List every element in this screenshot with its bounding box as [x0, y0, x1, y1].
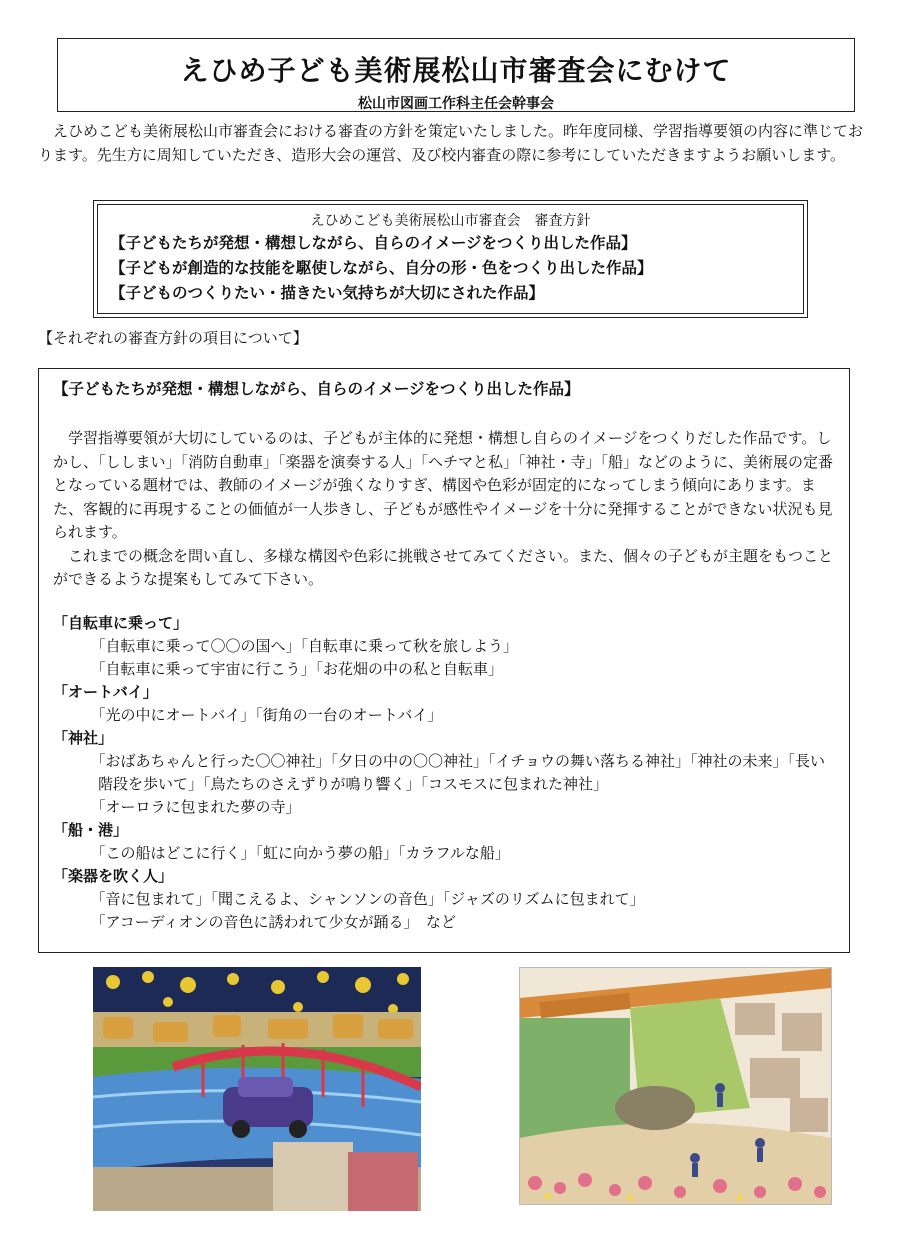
example-line: 「光の中にオートバイ」「街角の一台のオートバイ」 — [90, 705, 443, 724]
example-category-instrument: 「楽器を吹く人」 — [53, 866, 174, 885]
policy-inner — [97, 204, 804, 314]
examples-list — [53, 612, 835, 934]
example-line: 「自転車に乗って宇宙に行こう」「お花畑の中の私と自転車」 — [90, 659, 504, 678]
page-subtitle: 松山市図画工作科主任会幹事会 — [358, 96, 554, 112]
example-line: 「この船はどこに行く」「虹に向かう夢の船」「カラフルな船」 — [90, 843, 510, 862]
example-line: 「自転車に乗って〇〇の国へ」「自転車に乗って秋を旅しよう」 — [90, 636, 519, 655]
example-category-motorcycle: 「オートバイ」 — [53, 682, 158, 701]
artwork-night-car-bridge — [93, 967, 421, 1211]
example-line: 「アコーディオンの音色に誘われて少女が踊る」 など — [90, 912, 457, 931]
main-box — [38, 368, 850, 953]
intro-paragraph: えひめこども美術展松山市審査会における審査の方針を策定いたしました。昨年度同様、学習指導要領の内容に準じております。先生方に周知していただき、造形大会の運営、及び校内審査の際に参考にしていただきますようお願いします。 — [38, 122, 864, 164]
main-title: 【子どもたちが発想・構想しながら、自らのイメージをつくり出した作品】 — [53, 380, 580, 398]
main-paragraph-2: これまでの概念を問い直し、多様な構図や色彩に挑戦させてみてください。また、個々の子どもが主題をもつことができるような提案もしてみて下さい。 — [53, 546, 834, 588]
title-box — [57, 38, 855, 112]
example-category-shrine: 「神社」 — [53, 728, 114, 747]
example-line: 「オーロラに包まれた夢の寺」 — [90, 797, 301, 816]
main-paragraph-1: 学習指導要領が大切にしているのは、子どもが主体的に発想・構想し自らのイメージをつくりだした作品です。しかし、「ししまい」「消防自動車」「楽器を演奏する人」「ヘチマと私」「神社・寺」「船」などのように、美術展の定番となっている題材では、教師のイメージが強くなりすぎ、構図や色彩が固定的になってしまう傾向にあります。また、客観的に再現することの価値が一人歩きし、子どもが感性やイメージを十分に発揮することができない状況も見られます。 — [53, 429, 834, 541]
policy-item-2: 【子どもが創造的な技能を駆使しながら、自分の形・色をつくり出した作品】 — [110, 259, 653, 277]
artwork-town-landscape-image — [520, 968, 831, 1204]
page-title: えひめ子ども美術展松山市審査会にむけて — [180, 54, 732, 87]
policy-item-3: 【子どものつくりたい・描きたい気持ちが大切にされた作品】 — [110, 284, 545, 302]
policy-box — [93, 200, 808, 318]
example-line: 「おばあちゃんと行った〇〇神社」「夕日の中の〇〇神社」「イチョウの舞い落ちる神社」「神社の未来」「長い階段を歩いて」「鳥たちのさえずりが鳴り響く」「コスモスに包まれた神社」 — [90, 751, 826, 793]
example-line: 「音に包まれて」「聞こえるよ、シャンソンの音色」「ジャズのリズムに包まれて」 — [90, 889, 645, 908]
artwork-night-car-bridge-image — [93, 967, 421, 1211]
example-category-ship-port: 「船・港」 — [53, 820, 129, 839]
artwork-town-landscape — [519, 967, 832, 1205]
section-heading: 【それぞれの審査方針の項目について】 — [38, 329, 308, 347]
example-category-bicycle: 「自転車に乗って」 — [53, 613, 189, 632]
policy-heading: えひめこども美術展松山市審査会 審査方針 — [310, 213, 591, 229]
policy-item-1: 【子どもたちが発想・構想しながら、自らのイメージをつくり出した作品】 — [110, 234, 637, 252]
